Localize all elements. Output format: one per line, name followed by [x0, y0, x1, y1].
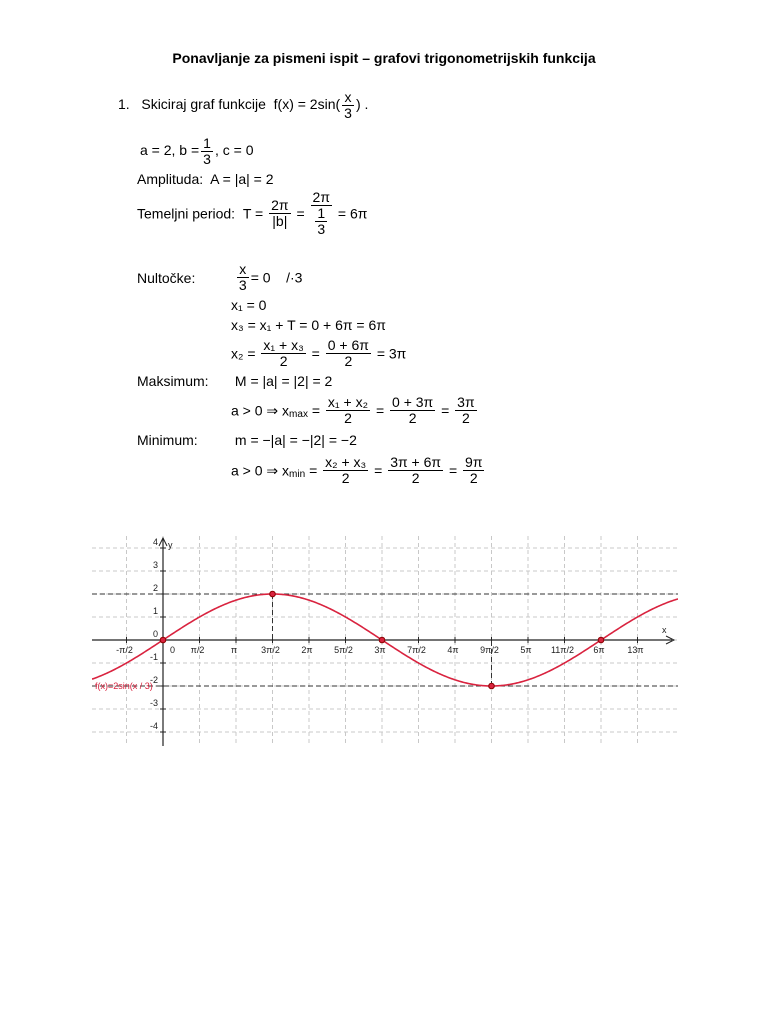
x-tick-label: 6π — [593, 645, 605, 655]
maximum-line — [137, 373, 332, 389]
y-axis-label: y — [168, 540, 173, 550]
origin-x-label: 0 — [170, 645, 176, 655]
task-formula-fraction: $\frac{x}{3}$ — [344, 89, 352, 121]
period-label: Temeljni period: — [137, 205, 236, 222]
function-curve — [92, 594, 678, 686]
x-tick-label: 3π — [374, 645, 386, 655]
params-line: a = 2, b = $\frac{1}{3}$ , c = 0 — [140, 135, 254, 167]
x-axis-arrow — [666, 636, 674, 644]
key-point — [489, 683, 495, 689]
x-tick-label: -π/2 — [116, 645, 133, 655]
x-tick-label: 5π/2 — [334, 645, 353, 655]
x-tick-label: 9π/2 — [480, 645, 499, 655]
y-tick-label: 0 — [152, 629, 158, 639]
amplitude-line — [137, 171, 274, 187]
y-tick-label: 2 — [152, 583, 158, 593]
minimum-x: a > 0 ⇒ $x_{min}$ = $\frac{\text{x₂ + x₃}}{2}$ = $\frac{3\pi + 6\pi}{2}$ = $\frac{9\pi}{2}$ — [231, 454, 483, 486]
x-tick-label: 4π — [447, 645, 459, 655]
x-tick-label: 2π — [301, 645, 313, 655]
x-tick-label: π — [230, 645, 238, 655]
x-axis-label: x — [662, 625, 667, 635]
zeros-label: Nultočke: — [137, 269, 196, 286]
minimum-label: Minimum: — [137, 432, 198, 448]
x-tick-label: 11π/2 — [550, 645, 575, 655]
task-statement — [118, 90, 368, 121]
task-number: 1. — [118, 96, 130, 113]
x-tick-label: 13π — [627, 645, 644, 655]
y-tick-label: -2 — [149, 675, 158, 685]
zeros-x1: x₁ = 0 — [231, 297, 267, 313]
x-tick-label: 7π/2 — [407, 645, 426, 655]
page-title: Ponavljanje za pismeni ispit – grafovi trigonometrijskih funkcija — [172, 50, 596, 66]
key-point — [379, 637, 385, 643]
task-formula-prefix: f(x) = 2sin( — [273, 96, 341, 113]
minimum-line — [137, 432, 357, 448]
function-label: f(x)=2sin(x / 3) — [95, 681, 153, 691]
x-tick-label: 5π — [520, 645, 532, 655]
task-formula-suffix: ) . — [355, 96, 369, 113]
y-tick-label: -3 — [149, 698, 158, 708]
y-tick-label: 1 — [152, 606, 158, 616]
x-tick-label: 3π/2 — [261, 645, 280, 655]
zeros-x3: x₃ = x₁ + T = 0 + 6π = 6π — [231, 317, 386, 333]
y-axis-arrow — [159, 538, 167, 546]
key-point — [270, 591, 276, 597]
maximum-x: a > 0 ⇒ $x_{max}$ = $\frac{\text{x₁ + x₂}}{2}$ = $\frac{0 + 3\pi}{2}$ = $\frac{3\pi}{2}$ — [231, 394, 475, 426]
y-tick-label: -4 — [149, 721, 158, 731]
maximum-expr: M = |a| = |2| = 2 — [234, 373, 333, 389]
x-tick-label: π/2 — [190, 645, 205, 655]
y-tick-label: -1 — [149, 652, 158, 662]
task-text: Skiciraj graf funkcije — [141, 96, 266, 113]
key-point — [598, 637, 604, 643]
y-tick-label: 4 — [152, 537, 158, 547]
maximum-label: Maksimum: — [137, 373, 209, 389]
amplitude-expr: A = |a| = 2 — [210, 171, 274, 187]
minimum-expr: m = −|a| = −|2| = −2 — [234, 432, 357, 448]
period-line: Temeljni period: T = $\frac{2\pi}{|b|}$ = $\frac{2\pi}{\frac{1}{3}}$ = 6π — [137, 189, 368, 237]
amplitude-label: Amplituda: — [137, 171, 204, 187]
y-tick-label: 3 — [152, 560, 158, 570]
key-point — [160, 637, 166, 643]
zeros-line: Nultočke: $\frac{x}{3}$ = 0 /·3 — [137, 261, 303, 293]
zeros-x2: x₂ = $\frac{\text{x₁ + x₃}}{2}$ = $\frac{0 + 6\pi}{2}$ = 3π — [231, 337, 407, 369]
